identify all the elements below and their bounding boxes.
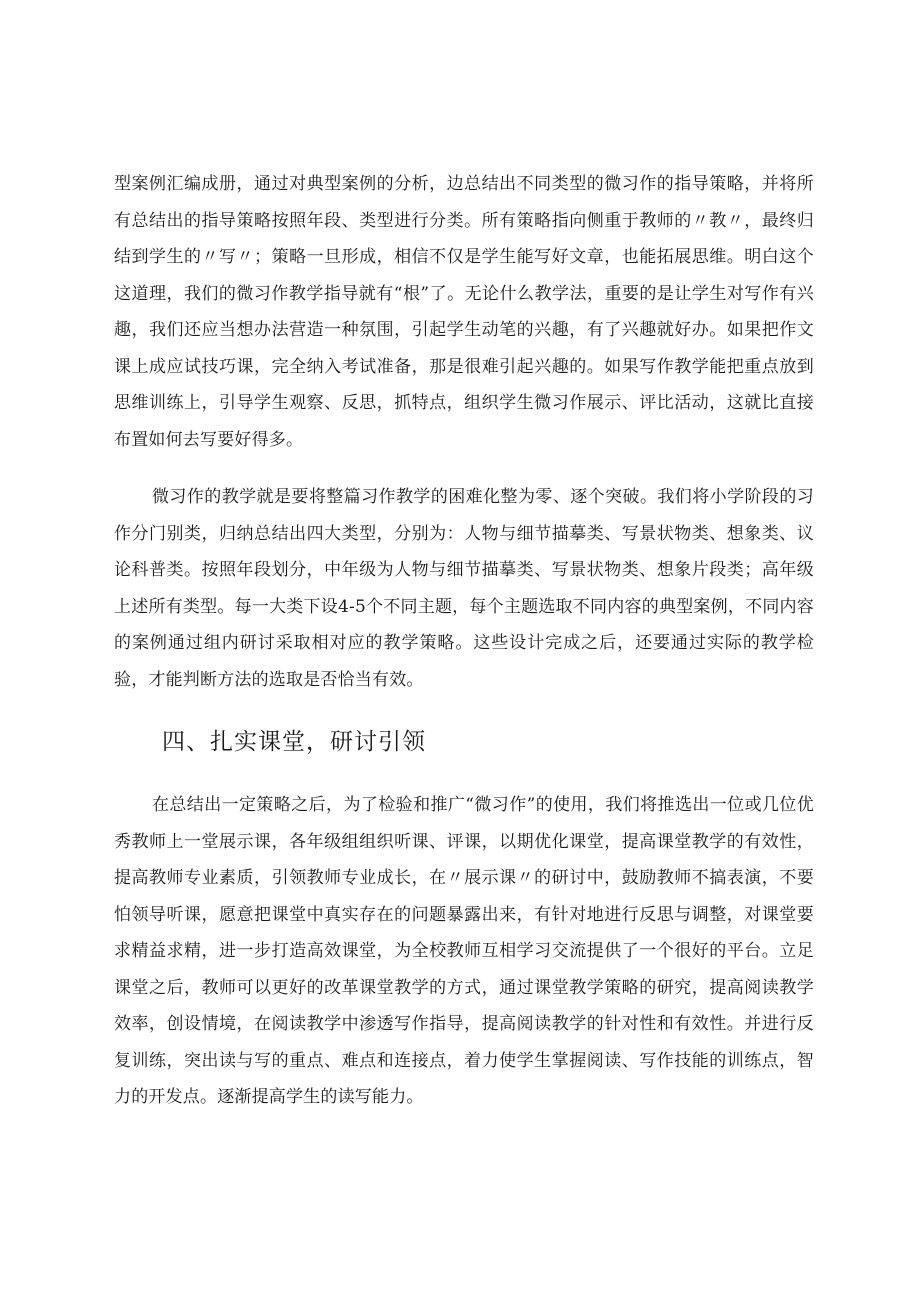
paragraph-micro-writing-types: 微习作的教学就是要将整篇习作教学的困难化整为零、逐个突破。我们将小学阶段的习作分门别类，归纳总结出四大类型，分别为：人物与细节描摹类、写景状物类、想象类、议论科普类。按照年段划分，中年级为人物与细节描摹类、写景状物类、想象片段类；高年级上述所有类型。每一大类下设4-5个不同主题，每个主题选取不同内容的典型案例，不同内容的案例通过组内研讨采取相对应的教学策略。这些设计完成之后，还要通过实际的教学检验，才能判断方法的选取是否恰当有效。 <box>114 487 814 690</box>
paragraph-demonstration-lessons: 在总结出一定策略之后，为了检验和推广“微习作”的使用，我们将推选出一位或几位优秀教师上一堂展示课，各年级组组织听课、评课，以期优化课堂，提高课堂教学的有效性，提高教师专业素质，引领教师专业成长，在〃展示课〃的研讨中，鼓励教师不搞表演，不要怕领导听课，愿意把课堂中真实存在的问题暴露出来，有针对地进行反思与调整，对课堂要求精益求精，进一步打造高效课堂，为全校教师互相学习交流提供了一个很好的平台。立足课堂之后，教师可以更好的改革课堂教学的方式，通过课堂教学策略的研究，提高阅读教学效率，创设情境，在阅读教学中渗透写作指导，提高阅读教学的针对性和有效性。并进行反复训练，突出读与写的重点、难点和连接点，着力使学生掌握阅读、写作技能的训练点，智力的开发点。逐渐提高学生的读写能力。 <box>114 795 814 1107</box>
section-heading-classroom: 四、扎实课堂，研讨引领 <box>162 729 426 755</box>
paragraph-case-compilation: 型案例汇编成册，通过对典型案例的分析，边总结出不同类型的微习作的指导策略，并将所有总结出的指导策略按照年段、类型进行分类。所有策略指向侧重于教师的〃教〃，最终归结到学生的〃写〃；策略一旦形成，相信不仅是学生能写好文章，也能拓展思维。明白这个这道理，我们的微习作教学指导就有“根”了。无论什么教学法，重要的是让学生对写作有兴趣，我们还应当想办法营造一种氛围，引起学生动笔的兴趣，有了兴趣就好办。如果把作文课上成应试技巧课，完全纳入考试准备，那是很难引起兴趣的。如果写作教学能把重点放到思维训练上，引导学生观察、反思，抓特点，组织学生微习作展示、评比活动，这就比直接布置如何去写要好得多。 <box>114 174 814 450</box>
